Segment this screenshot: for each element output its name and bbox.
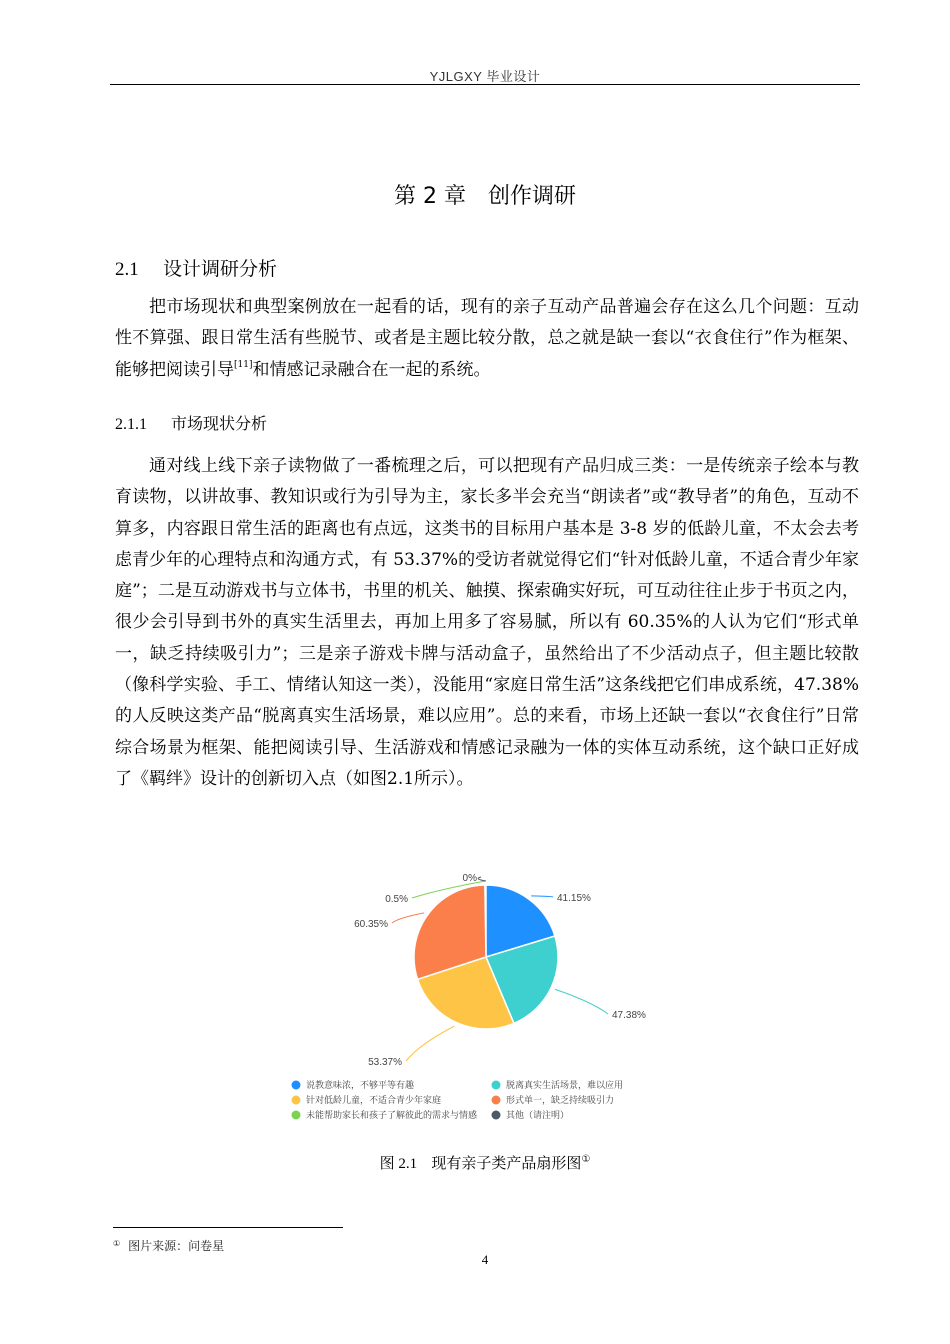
legend-label: 针对低龄儿童，不适合青少年家庭 [306,1096,442,1106]
market-analysis-paragraph: 通对线上线下亲子读物做了一番梳理之后，可以把现有产品归成三类：一是传统亲子绘本与教育读物，以讲故事、教知识或行为引导为主，家长多半会充当“朗读者”或“教导者”的角色，互动不算多，内容跟日常生活的距离也有点远，这类书的目标用户基本是 3-8 岁的低龄儿童，不太会去考虑青少年的心理特点和沟通方式，有 53.37%的受访者就觉得它们“针对低龄儿童，不适合青少年家庭”；二是互动游戏书与立体书，书里的机关、触摸、探索确实好玩，可互动往往止步于书页之内，很少会引导到书外的真实生活里去，再加上用多了容易腻，所以有 60.35%的人认为它们“形式单一，缺乏持续吸引力”；三是亲子游戏卡牌与活动盒子，虽然给出了不少活动点子，但主题比较散（像科学实验、手工、情绪认知这一类），没能用“家庭日常生活”这条线把它们串成系统，47.38%的人反映这类产品“脱离真实生活场景，难以应用”。总的来看，市场上还缺一套以“衣食住行”日常综合场景为框架、能把阅读引导、生活游戏和情感记录融为一体的实体互动系统，这个缺口正好成了《羁绊》设计的创新切入点（如图2.1所示）。 [115,456,859,789]
leader-line [555,989,608,1014]
legend-label: 说教意味浓，不够平等有趣 [306,1081,415,1091]
section-heading [115,254,277,281]
figure-caption [110,1152,860,1173]
subsection-heading [115,411,267,434]
figure-caption-text: 现有亲子类产品扇形图 [431,1154,582,1172]
header-rule [110,84,860,85]
intro-text: 把市场现状和典型案例放在一起看的话，现有的亲子互动产品普遍会存在这么几个问题：互动性不算强、跟日常生活有些脱节、或者是主题比较分散，总之就是缺一套以“衣食住行”作为框架、能够把阅读引导 [115,297,859,380]
legend-label: 脱离真实生活场景，难以应用 [506,1081,624,1091]
pie-chart [270,860,690,1135]
legend-marker [492,1111,501,1120]
figure-number: 图 2.1 [379,1156,418,1172]
legend-marker [492,1096,501,1105]
slice-label: 60.35% [354,919,388,930]
running-header: YJLGXY 毕业设计 [429,69,541,84]
intro-text-end: 和情感记录融合在一起的系统。 [252,359,491,380]
slice-label: 47.38% [612,1010,646,1021]
legend-label: 其他（请注明） [506,1111,570,1121]
chapter-name: 创作调研 [487,184,576,209]
leader-line [478,877,486,881]
chapter-title [110,179,860,210]
citation-ref[interactable]: [11] [234,359,253,370]
legend-label: 形式单一，缺乏持续吸引力 [506,1096,615,1106]
legend-marker [492,1081,501,1090]
page-number: 4 [481,1252,489,1267]
slice-label: 0.5% [385,894,408,905]
section-number: 2.1 [115,259,139,280]
legend-marker [292,1081,301,1090]
footnote-text: 图片来源：问卷星 [128,1239,225,1253]
leader-line [531,896,553,897]
chapter-number: 第 2 章 [394,184,466,209]
figure-footnote-mark[interactable]: ① [581,1154,591,1165]
section-title: 设计调研分析 [163,258,278,280]
legend-label: 未能帮助家长和孩子了解彼此的需求与情感 [306,1111,478,1121]
leader-line [392,913,424,923]
slice-label: 53.37% [368,1057,402,1068]
subsection-title: 市场现状分析 [171,414,268,433]
footnote-rule [113,1227,343,1228]
slice-label: 41.15% [557,893,591,904]
legend-marker [292,1111,301,1120]
subsection-number: 2.1.1 [115,416,147,433]
intro-paragraph [115,292,859,386]
leader-line [406,1026,454,1061]
slice-label: 0% [462,873,477,884]
footnote-mark: ① [113,1239,121,1248]
legend-marker [292,1096,301,1105]
